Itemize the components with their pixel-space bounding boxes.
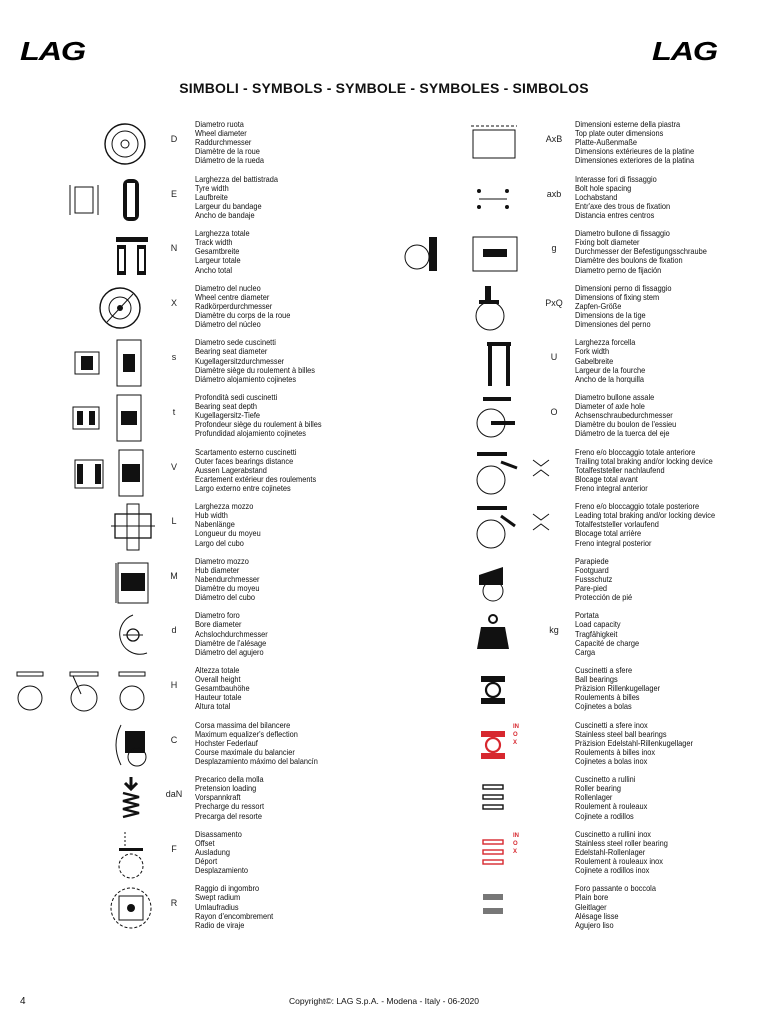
symbol-code: F <box>171 843 177 854</box>
symbol-entry <box>395 500 765 555</box>
description-line: Ancho de la horquilla <box>575 373 645 384</box>
symbol-code: C <box>170 734 178 745</box>
description-line: Gesamtbreite <box>195 246 240 257</box>
logo-left: LAG <box>20 36 85 66</box>
description-line: Footguard <box>575 564 609 575</box>
description-line: Cojinete a rodillos <box>575 810 634 821</box>
description-line: Hochster Federlauf <box>195 737 258 748</box>
description-line: Ausladung <box>195 846 230 857</box>
description-line: Diámetro del núcleo <box>195 319 261 330</box>
description-line: Zapfen-Größe <box>575 300 622 311</box>
description-line: Diámetro de la rueda <box>195 155 265 166</box>
description-line: Precharge du ressort <box>195 801 265 812</box>
wheel-diameter-icon <box>15 118 150 172</box>
symbol-description <box>575 229 707 274</box>
front-brake-icon <box>395 446 530 500</box>
description-line: Freno e/o bloccaggio totale anteriore <box>575 446 696 457</box>
description-line: Top plate outer dimensions <box>575 128 664 139</box>
description-line: Maximum equalizer's deflection <box>195 728 298 739</box>
description-line: Rayon d'encombrement <box>195 910 274 921</box>
symbol-description <box>575 666 660 711</box>
rear-brake-icon <box>395 500 530 554</box>
load-weight-icon <box>395 609 530 663</box>
description-line: Fork width <box>575 346 610 357</box>
symbol-entry <box>15 282 385 337</box>
description-line: Protección de pié <box>575 592 633 603</box>
symbol-entry <box>395 664 765 719</box>
symbol-description <box>195 338 315 383</box>
overall-height-icon <box>15 664 150 718</box>
description-line: Radkörperdurchmesser <box>195 300 273 311</box>
description-line: Gleitlager <box>575 901 607 912</box>
description-line: Ancho total <box>195 264 232 275</box>
symbol-description <box>575 175 670 220</box>
description-line: Diámetro del cubo <box>195 592 255 603</box>
description-line: Stainless steel ball bearings <box>575 728 667 739</box>
outer-faces-bearings-icon <box>15 446 150 500</box>
description-line: Dimensiones exteriores de la platina <box>575 155 695 166</box>
symbol-description <box>575 884 656 929</box>
symbol-code: kg <box>549 625 559 636</box>
description-line: Diameter of axle hole <box>575 401 645 412</box>
symbol-description <box>195 175 278 220</box>
description-line: Ancho de bandaje <box>195 209 255 220</box>
description-line: Altezza totale <box>195 664 240 675</box>
description-line: Load capacity <box>575 619 621 630</box>
symbol-entry <box>15 555 385 610</box>
symbol-description <box>195 393 322 438</box>
symbol-code: AxB <box>545 134 563 144</box>
symbol-entry <box>395 336 765 391</box>
symbol-entry <box>15 227 385 282</box>
symbol-description <box>195 666 250 711</box>
description-line: Roulements à billes <box>575 692 640 703</box>
symbol-code: g <box>551 243 557 254</box>
description-line: Diamètre du moyeu <box>195 583 260 594</box>
description-line: Diametro bullone assale <box>575 391 655 402</box>
symbol-entry <box>395 173 765 228</box>
description-line: Precarga del resorte <box>195 810 262 821</box>
description-line: Offset <box>195 837 215 848</box>
symbol-description <box>575 502 715 547</box>
description-line: Diamètre du corps de la roue <box>195 310 291 321</box>
description-line: Platte-Außenmaße <box>575 137 638 148</box>
description-line: Dimensiones del perno <box>575 319 651 330</box>
symbol-entry <box>395 882 765 937</box>
description-line: Durchmesser der Befestigungsschraube <box>575 246 707 257</box>
symbol-description <box>195 284 290 329</box>
symbol-code: axb <box>546 188 562 199</box>
symbol-description <box>575 611 639 656</box>
description-line: Blocage total arrière <box>575 528 642 539</box>
fork-width-icon <box>395 336 530 390</box>
ball-bearing-icon <box>395 664 530 718</box>
description-line: Scartamento esterno cuscinetti <box>195 446 297 457</box>
description-line: Roller bearing <box>575 783 622 794</box>
symbol-entry <box>15 609 385 664</box>
description-line: Ecartement extérieur des roulements <box>195 473 317 484</box>
symbol-code: X <box>170 297 177 308</box>
inox-label: INOX <box>513 832 519 855</box>
symbol-code: N <box>170 243 178 254</box>
description-line: Carga <box>575 646 596 657</box>
description-line: Interasse fori di fissaggio <box>575 173 657 184</box>
description-line: Laufbreite <box>195 191 228 202</box>
description-line: Freno e/o bloccaggio totale posteriore <box>575 501 700 512</box>
symbol-entry <box>15 828 385 883</box>
description-line: Agujero liso <box>575 919 614 930</box>
fixing-stem-icon <box>395 282 530 336</box>
symbol-code: H <box>170 679 178 690</box>
description-line: Wheel diameter <box>195 128 247 139</box>
description-line: Largeur de la fourche <box>575 364 646 375</box>
symbol-description <box>575 721 693 766</box>
description-line: Cuscinetti a sfere inox <box>575 719 648 730</box>
description-line: Cuscinetto a rullini <box>575 774 636 785</box>
description-line: Déport <box>195 856 218 866</box>
description-line: Overall height <box>195 674 241 685</box>
symbol-description <box>195 775 264 820</box>
symbol-description <box>195 502 261 547</box>
description-line: Roulement à rouleaux inox <box>575 856 663 866</box>
page-title: SIMBOLI - SYMBOLS - SYMBOLE - SYMBOLES - SIMBOLOS <box>179 80 589 96</box>
description-line: Vorspannkraft <box>195 792 241 803</box>
description-line: Leading total braking and/or locking device <box>575 510 716 521</box>
description-line: Cojinete a rodillos inox <box>575 865 650 876</box>
symbol-entry <box>395 227 765 282</box>
description-line: Diametro sede cuscinetti <box>195 337 276 348</box>
symbol-entry <box>15 664 385 719</box>
description-line: Portata <box>575 610 599 621</box>
symbol-entry <box>15 336 385 391</box>
description-line: Altura total <box>195 701 231 712</box>
symbol-description <box>575 120 694 165</box>
description-line: Totalfeststeller vorlaufend <box>575 519 659 530</box>
description-line: Course maximale du balancier <box>195 746 295 757</box>
description-line: Hauteur totale <box>195 692 242 703</box>
description-line: Ball bearings <box>575 674 618 685</box>
symbol-entry <box>395 446 765 501</box>
symbol-description <box>575 775 647 820</box>
description-line: Longueur du moyeu <box>195 528 261 539</box>
description-line: Blocage total avant <box>575 473 638 484</box>
top-plate-dimensions-icon <box>395 118 530 172</box>
description-line: Outer faces bearings distance <box>195 455 294 466</box>
description-line: Rollenlager <box>575 792 613 803</box>
symbol-description <box>195 448 316 493</box>
description-line: Hub diameter <box>195 564 240 575</box>
symbol-code: R <box>170 898 178 909</box>
description-line: Präzision Edelstahl-Rillenkugellager <box>575 737 693 748</box>
description-line: Achsenschraubedurchmesser <box>575 410 673 421</box>
symbol-entry <box>15 173 385 228</box>
description-line: Cuscinetti a sfere <box>575 664 633 675</box>
description-line: Gabelbreite <box>575 355 614 366</box>
description-line: Larghezza totale <box>195 228 250 239</box>
symbol-description <box>195 229 250 274</box>
description-line: Bore diameter <box>195 619 242 630</box>
description-line: Lochabstand <box>575 191 618 202</box>
description-line: Diametro ruota <box>195 119 244 129</box>
description-line: Profundidad alojamiento cojinetes <box>195 428 306 439</box>
page-number: 4 <box>20 996 26 1007</box>
symbol-description <box>195 557 260 602</box>
description-line: Umlaufradius <box>195 901 239 912</box>
description-line: Foro passante o boccola <box>575 883 656 894</box>
hub-width-icon <box>15 500 150 554</box>
symbol-entry <box>15 882 385 937</box>
description-line: Präzision Rillenkugellager <box>575 683 661 694</box>
symbol-entry <box>395 828 765 883</box>
symbol-entry <box>395 719 765 774</box>
description-line: Diamètre siège du roulement à billes <box>195 364 315 375</box>
wheel-centre-diameter-icon <box>15 282 150 336</box>
symbol-description <box>575 830 668 875</box>
description-line: Pretension loading <box>195 783 257 794</box>
symbol-description <box>195 611 268 656</box>
symbol-code: D <box>170 134 178 144</box>
bore-diameter-icon <box>15 609 150 663</box>
axle-hole-icon <box>395 391 530 445</box>
description-line: Nabenlänge <box>195 519 235 530</box>
description-line: Stainless steel roller bearing <box>575 837 668 848</box>
equalizer-deflection-icon <box>15 719 150 773</box>
logo-right: LAG <box>652 36 717 66</box>
description-line: Diamètre de la roue <box>195 146 260 157</box>
description-line: Entr'axe des trous de fixation <box>575 200 671 211</box>
copyright: Copyright©: LAG S.p.A. - Modena - Italy - 06-2020 <box>288 996 480 1006</box>
description-line: Profondità sedi cuscinetti <box>195 391 278 402</box>
description-line: Diámetro de la tuerca del eje <box>575 428 670 439</box>
symbol-entry <box>15 500 385 555</box>
description-line: Diamètre du boulon de l'essieu <box>575 419 677 430</box>
description-line: Diametro bullone di fissaggio <box>575 228 670 239</box>
symbol-code: U <box>550 352 558 363</box>
description-line: Larghezza forcella <box>575 337 636 348</box>
description-line: Wheel centre diameter <box>195 291 270 302</box>
description-line: Nabendurchmesser <box>195 573 260 584</box>
symbol-entry <box>15 719 385 774</box>
description-line: Dimensions of fixing stem <box>575 291 660 302</box>
symbol-description <box>195 721 318 766</box>
spring-preload-icon <box>15 773 150 827</box>
symbol-description <box>575 557 632 602</box>
description-line: Fussschutz <box>575 573 613 584</box>
description-line: Largeur totale <box>195 255 241 266</box>
description-line: Desplazamiento <box>195 865 248 876</box>
description-line: Dimensions de la tige <box>575 310 646 321</box>
symbol-entry <box>15 446 385 501</box>
description-line: Trailing total braking and/or locking device <box>575 455 713 466</box>
description-line: Largeur du bandage <box>195 200 262 211</box>
description-line: Freno integral posterior <box>575 537 652 548</box>
description-line: Roulement à rouleaux <box>575 801 648 812</box>
description-line: Cuscinetto a rullini inox <box>575 828 652 839</box>
symbol-description <box>575 393 676 438</box>
symbol-description <box>575 448 713 493</box>
description-line: Edelstahl-Rollenlager <box>575 846 646 857</box>
description-line: Dimensioni perno di fissaggio <box>575 282 672 293</box>
bolt-hole-spacing-icon <box>395 173 530 227</box>
description-line: Largo del cubo <box>195 537 244 548</box>
roller-bearing-icon <box>395 773 530 827</box>
symbol-code: E <box>170 188 177 199</box>
symbol-code: L <box>171 516 177 527</box>
description-line: Desplazamiento máximo del balancín <box>195 755 318 766</box>
description-line: Diamètre des boulons de fixation <box>575 255 683 266</box>
bearing-seat-diameter-icon <box>15 336 150 390</box>
description-line: Totalfeststeller nachlaufend <box>575 464 665 475</box>
description-line: Bolt hole spacing <box>575 182 632 193</box>
description-line: Largo externo entre cojinetes <box>195 482 291 493</box>
right-symbol-column <box>395 118 765 937</box>
symbol-entry <box>395 609 765 664</box>
description-line: Pare-pied <box>575 583 608 594</box>
symbol-description <box>575 338 645 383</box>
swept-radius-icon <box>15 882 150 936</box>
hub-diameter-icon <box>15 555 150 609</box>
description-line: Diámetro alojamiento cojinetes <box>195 373 297 384</box>
symbol-entry <box>395 773 765 828</box>
description-line: Aussen Lagerabstand <box>195 464 267 475</box>
symbol-entry <box>15 118 385 173</box>
symbol-description <box>195 830 248 875</box>
symbol-code: PxQ <box>545 297 563 308</box>
description-line: Fixing bolt diameter <box>575 237 640 248</box>
offset-icon <box>15 828 150 882</box>
stainless-ball-bearing-icon <box>395 719 530 773</box>
description-line: Tyre width <box>195 182 229 193</box>
symbol-code: d <box>171 625 177 636</box>
symbol-description <box>195 884 273 929</box>
description-line: Raggio di ingombro <box>195 883 260 894</box>
track-width-icon <box>15 227 150 281</box>
stainless-roller-bearing-icon <box>395 828 530 882</box>
description-line: Diamètre de l'alésage <box>195 637 267 648</box>
description-line: Track width <box>195 237 233 248</box>
symbol-code: t <box>172 406 176 417</box>
description-line: Achslochdurchmesser <box>195 628 268 639</box>
footguard-icon <box>395 555 530 609</box>
description-line: Larghezza del battistrada <box>195 173 279 184</box>
description-line: Diametro foro <box>195 610 240 621</box>
description-line: Dimensioni esterne della piastra <box>575 119 681 129</box>
symbol-entry <box>395 118 765 173</box>
symbol-entry <box>15 391 385 446</box>
description-line: Plain bore <box>575 892 609 903</box>
description-line: Alésage lisse <box>575 910 619 921</box>
symbol-code: V <box>170 461 177 472</box>
inox-label: INOX <box>513 723 519 746</box>
description-line: Gesamtbauhöhe <box>195 683 250 694</box>
description-line: Corsa massima del bilancere <box>195 719 291 730</box>
description-line: Roulements à billes inox <box>575 746 656 757</box>
symbol-code: daN <box>165 789 183 800</box>
description-line: Larghezza mozzo <box>195 501 254 512</box>
description-line: Disassamento <box>195 828 242 839</box>
symbol-description <box>575 284 672 329</box>
symbol-code: O <box>550 406 558 417</box>
symbol-code: s <box>171 352 177 363</box>
description-line: Cojinetes a bolas inox <box>575 755 648 766</box>
description-line: Dimensions extérieures de la platine <box>575 146 695 157</box>
description-line: Kugellagersitz-Tiefe <box>195 410 261 421</box>
tyre-width-icon <box>15 173 150 227</box>
description-line: Hub width <box>195 510 228 521</box>
plain-bore-icon <box>395 882 530 936</box>
description-line: Diámetro del agujero <box>195 646 264 657</box>
symbol-entry <box>15 773 385 828</box>
description-line: Cojinetes a bolas <box>575 701 632 712</box>
left-symbol-column <box>15 118 385 937</box>
symbol-entry <box>395 555 765 610</box>
description-line: Diametro mozzo <box>195 555 249 566</box>
symbol-entry <box>395 391 765 446</box>
description-line: Bearing seat depth <box>195 401 258 412</box>
description-line: Capacité de charge <box>575 637 640 648</box>
description-line: Raddurchmesser <box>195 137 252 148</box>
description-line: Kugellagersitzdurchmesser <box>195 355 285 366</box>
symbol-description <box>195 120 264 165</box>
symbol-entry <box>395 282 765 337</box>
bearing-seat-depth-icon <box>15 391 150 445</box>
description-line: Tragfähigkeit <box>575 628 618 639</box>
description-line: Diametro del nucleo <box>195 282 261 293</box>
fixing-bolt-diameter-icon <box>395 227 530 281</box>
description-line: Swept radium <box>195 892 241 903</box>
description-line: Distancia entres centros <box>575 209 655 220</box>
description-line: Profondeur siège du roulement à billes <box>195 419 322 430</box>
description-line: Parapiede <box>575 555 609 566</box>
description-line: Diametro perno de fijación <box>575 264 662 275</box>
symbol-code: M <box>170 570 178 581</box>
description-line: Freno integral anterior <box>575 482 648 493</box>
description-line: Bearing seat diameter <box>195 346 268 357</box>
description-line: Radio de viraje <box>195 919 245 930</box>
description-line: Precarico della molla <box>195 774 264 785</box>
